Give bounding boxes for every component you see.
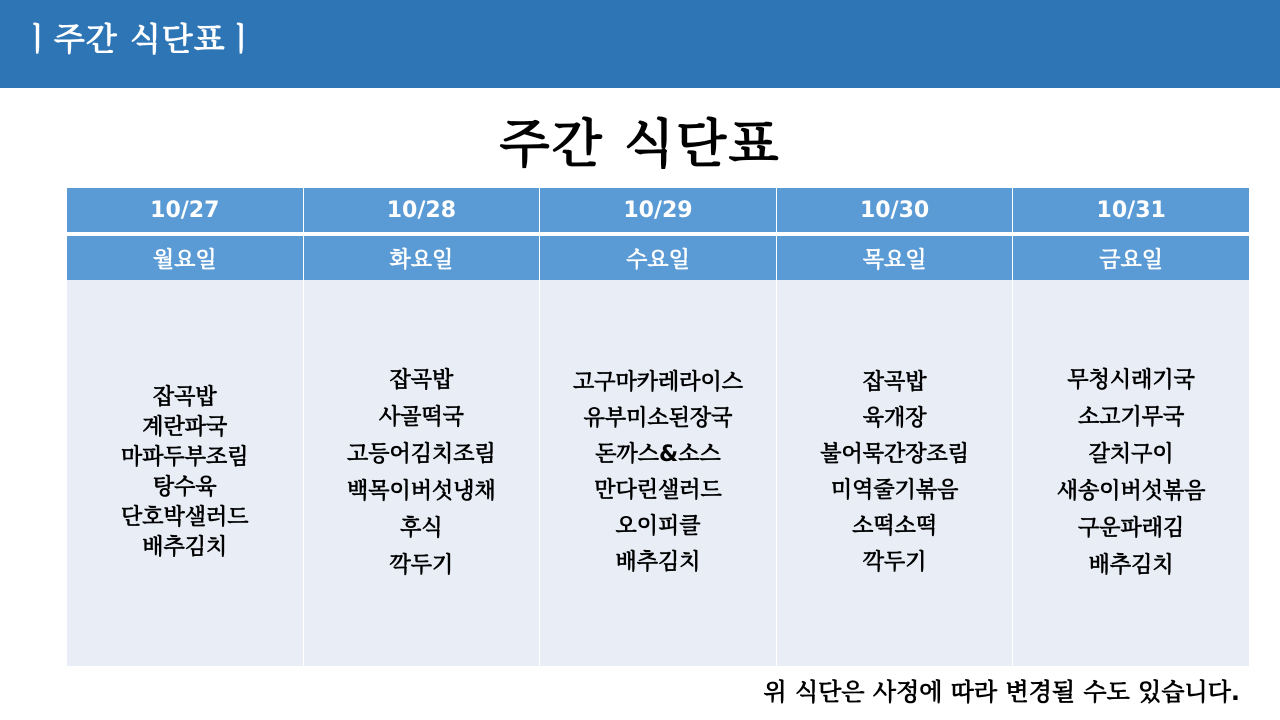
weekday-cell-wed: 수요일: [540, 234, 777, 280]
weekday-cell-tue: 화요일: [303, 234, 540, 280]
menu-list-mon: [67, 383, 303, 563]
date-cell-thu: 10/30: [776, 188, 1013, 234]
menu-item: 새송이버섯볶음: [1056, 479, 1206, 504]
menu-item: 잡곡밥: [152, 385, 217, 410]
menu-list-fri: [1013, 362, 1249, 584]
menu-item: 백목이버섯냉채: [347, 479, 496, 504]
menu-item: 불어묵간장조림: [820, 442, 969, 467]
menu-item: 돈까스&소스: [595, 442, 721, 467]
menu-cell-tue: [303, 280, 540, 666]
weekday-cell-mon: 월요일: [67, 234, 304, 280]
weekly-menu-table: [66, 188, 1250, 666]
date-cell-mon: 10/27: [67, 188, 304, 234]
menu-item: 탕수육: [152, 475, 217, 500]
menu-item: 깍두기: [389, 553, 454, 578]
menu-item: 육개장: [862, 406, 927, 431]
page-title: 주간 식단표: [499, 115, 781, 175]
menu-item: 고구마카레라이스: [572, 370, 743, 395]
header-bar-title: ㅣ주간 식단표ㅣ: [22, 20, 258, 58]
menu-item: 후식: [400, 516, 443, 541]
menu-item: 고등어김치조림: [347, 442, 496, 467]
menu-item: 배추김치: [615, 550, 701, 575]
header-bar: [0, 0, 1280, 88]
menu-list-wed: [540, 365, 776, 581]
menu-item: 계란파국: [142, 415, 228, 440]
menu-item: 오이피클: [615, 514, 701, 539]
weekday-cell-thu: 목요일: [776, 234, 1013, 280]
menu-item: 잡곡밥: [862, 370, 927, 395]
menu-item: 구운파래김: [1078, 516, 1185, 541]
date-cell-fri: 10/31: [1013, 188, 1250, 234]
menu-item: 잡곡밥: [389, 368, 454, 393]
menu-item: 배추김치: [1088, 553, 1174, 578]
menu-cell-mon: [67, 280, 304, 666]
date-cell-wed: 10/29: [540, 188, 777, 234]
menu-item: 유부미소된장국: [583, 406, 733, 431]
menu-item: 갈치구이: [1088, 442, 1174, 467]
menu-cell-thu: [776, 280, 1013, 666]
menu-cell-fri: [1013, 280, 1250, 666]
menu-item: 마파두부조림: [121, 445, 249, 470]
date-cell-tue: 10/28: [303, 188, 540, 234]
menu-item: 미역줄기볶음: [830, 478, 959, 503]
menu-row: [67, 280, 1250, 666]
menu-item: 단호박샐러드: [121, 505, 249, 530]
weekday-cell-fri: 금요일: [1013, 234, 1250, 280]
menu-item: 배추김치: [142, 535, 228, 560]
footnote: 위 식단은 사정에 따라 변경될 수도 있습니다.: [763, 678, 1240, 706]
menu-cell-wed: [540, 280, 777, 666]
weekday-row: [67, 234, 1250, 280]
menu-item: 소고기무국: [1078, 405, 1185, 430]
menu-list-tue: [304, 362, 540, 584]
menu-item: 사골떡국: [378, 405, 464, 430]
menu-item: 만다린샐러드: [594, 478, 722, 503]
menu-item: 무청시래기국: [1067, 368, 1195, 393]
menu-item: 소떡소떡: [852, 514, 938, 539]
menu-list-thu: [777, 365, 1013, 581]
menu-item: 깍두기: [862, 550, 927, 575]
date-row: [67, 188, 1250, 234]
